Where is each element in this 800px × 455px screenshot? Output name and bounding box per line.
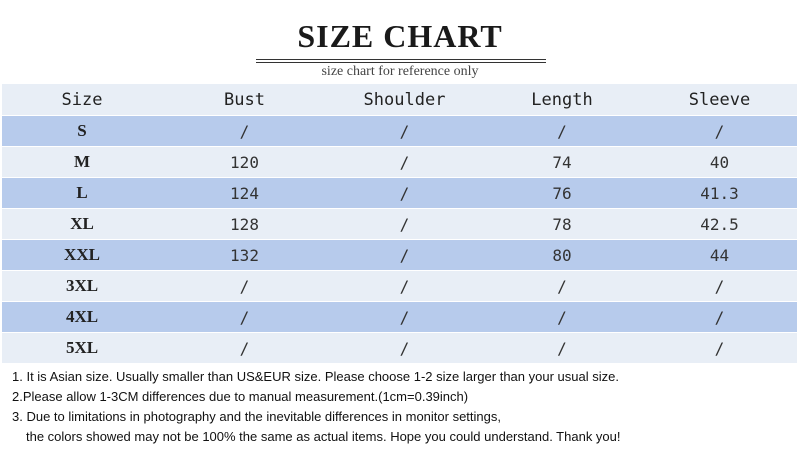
page-subtitle: size chart for reference only xyxy=(321,64,479,79)
length-cell: 80 xyxy=(552,245,572,265)
shoulder-cell: / xyxy=(399,276,410,296)
table-row xyxy=(2,209,797,240)
size-table xyxy=(2,84,797,364)
bust-cell: 124 xyxy=(230,183,259,203)
shoulder-cell: / xyxy=(399,245,410,265)
header-bust: Bust xyxy=(224,89,265,110)
note-line: the colors showed may not be 100% the same as actual items. Hope you could understand. Thank you! xyxy=(26,429,621,444)
length-cell: / xyxy=(557,121,567,141)
table-header-row xyxy=(2,84,797,116)
table-row xyxy=(2,178,797,209)
table-row xyxy=(2,240,797,271)
table-row xyxy=(2,333,797,364)
note-line: 1. It is Asian size. Usually smaller than US&EUR size. Please choose 1-2 size larger than your usual size. xyxy=(12,369,619,384)
shoulder-cell: / xyxy=(399,152,410,172)
size-cell: M xyxy=(73,152,91,171)
shoulder-cell: / xyxy=(399,214,410,234)
length-cell: 74 xyxy=(552,152,572,172)
sleeve-cell: 42.5 xyxy=(700,214,739,234)
bust-cell: / xyxy=(239,338,250,358)
header-size: Size xyxy=(61,89,103,110)
sleeve-cell: 44 xyxy=(709,245,730,265)
sleeve-cell: / xyxy=(714,121,725,141)
header-length: Length xyxy=(531,89,593,110)
page-title: SIZE CHART xyxy=(297,18,503,54)
size-cell: L xyxy=(76,183,88,202)
title-underline-bottom xyxy=(256,62,546,63)
size-notes xyxy=(12,367,792,447)
sleeve-cell: 40 xyxy=(709,152,730,172)
note-line: 3. Due to limitations in photography and the inevitable differences in monitor settings, xyxy=(12,409,501,424)
bust-cell: 132 xyxy=(230,245,259,265)
header-sleeve: Sleeve xyxy=(688,89,751,110)
bust-cell: / xyxy=(239,276,250,296)
size-cell: 3XL xyxy=(65,276,99,295)
length-cell: 76 xyxy=(552,183,572,203)
length-cell: / xyxy=(557,307,567,327)
bust-cell: 128 xyxy=(230,214,259,234)
bust-cell: / xyxy=(239,121,250,141)
shoulder-cell: / xyxy=(399,338,410,358)
shoulder-cell: / xyxy=(399,121,410,141)
bust-cell: / xyxy=(239,307,250,327)
sleeve-cell: / xyxy=(714,307,725,327)
shoulder-cell: / xyxy=(399,307,410,327)
sleeve-cell: 41.3 xyxy=(700,183,739,203)
size-cell: 5XL xyxy=(65,338,99,357)
length-cell: / xyxy=(557,276,567,296)
shoulder-cell: / xyxy=(399,183,410,203)
bust-cell: 120 xyxy=(230,152,259,172)
title-underline-top xyxy=(256,59,546,60)
size-cell: S xyxy=(77,121,87,140)
size-cell: 4XL xyxy=(65,307,99,326)
size-cell: XXL xyxy=(64,245,100,264)
note-line: 2.Please allow 1-3CM differences due to manual measurement.(1cm=0.39inch) xyxy=(12,389,469,404)
sleeve-cell: / xyxy=(714,276,725,296)
header-shoulder: Shoulder xyxy=(363,89,446,110)
sleeve-cell: / xyxy=(714,338,725,358)
table-row xyxy=(2,271,797,302)
length-cell: 78 xyxy=(552,214,572,234)
length-cell: / xyxy=(557,338,567,358)
table-row xyxy=(2,147,797,178)
table-row xyxy=(2,302,797,333)
size-cell: XL xyxy=(70,214,94,233)
table-row xyxy=(2,116,797,147)
